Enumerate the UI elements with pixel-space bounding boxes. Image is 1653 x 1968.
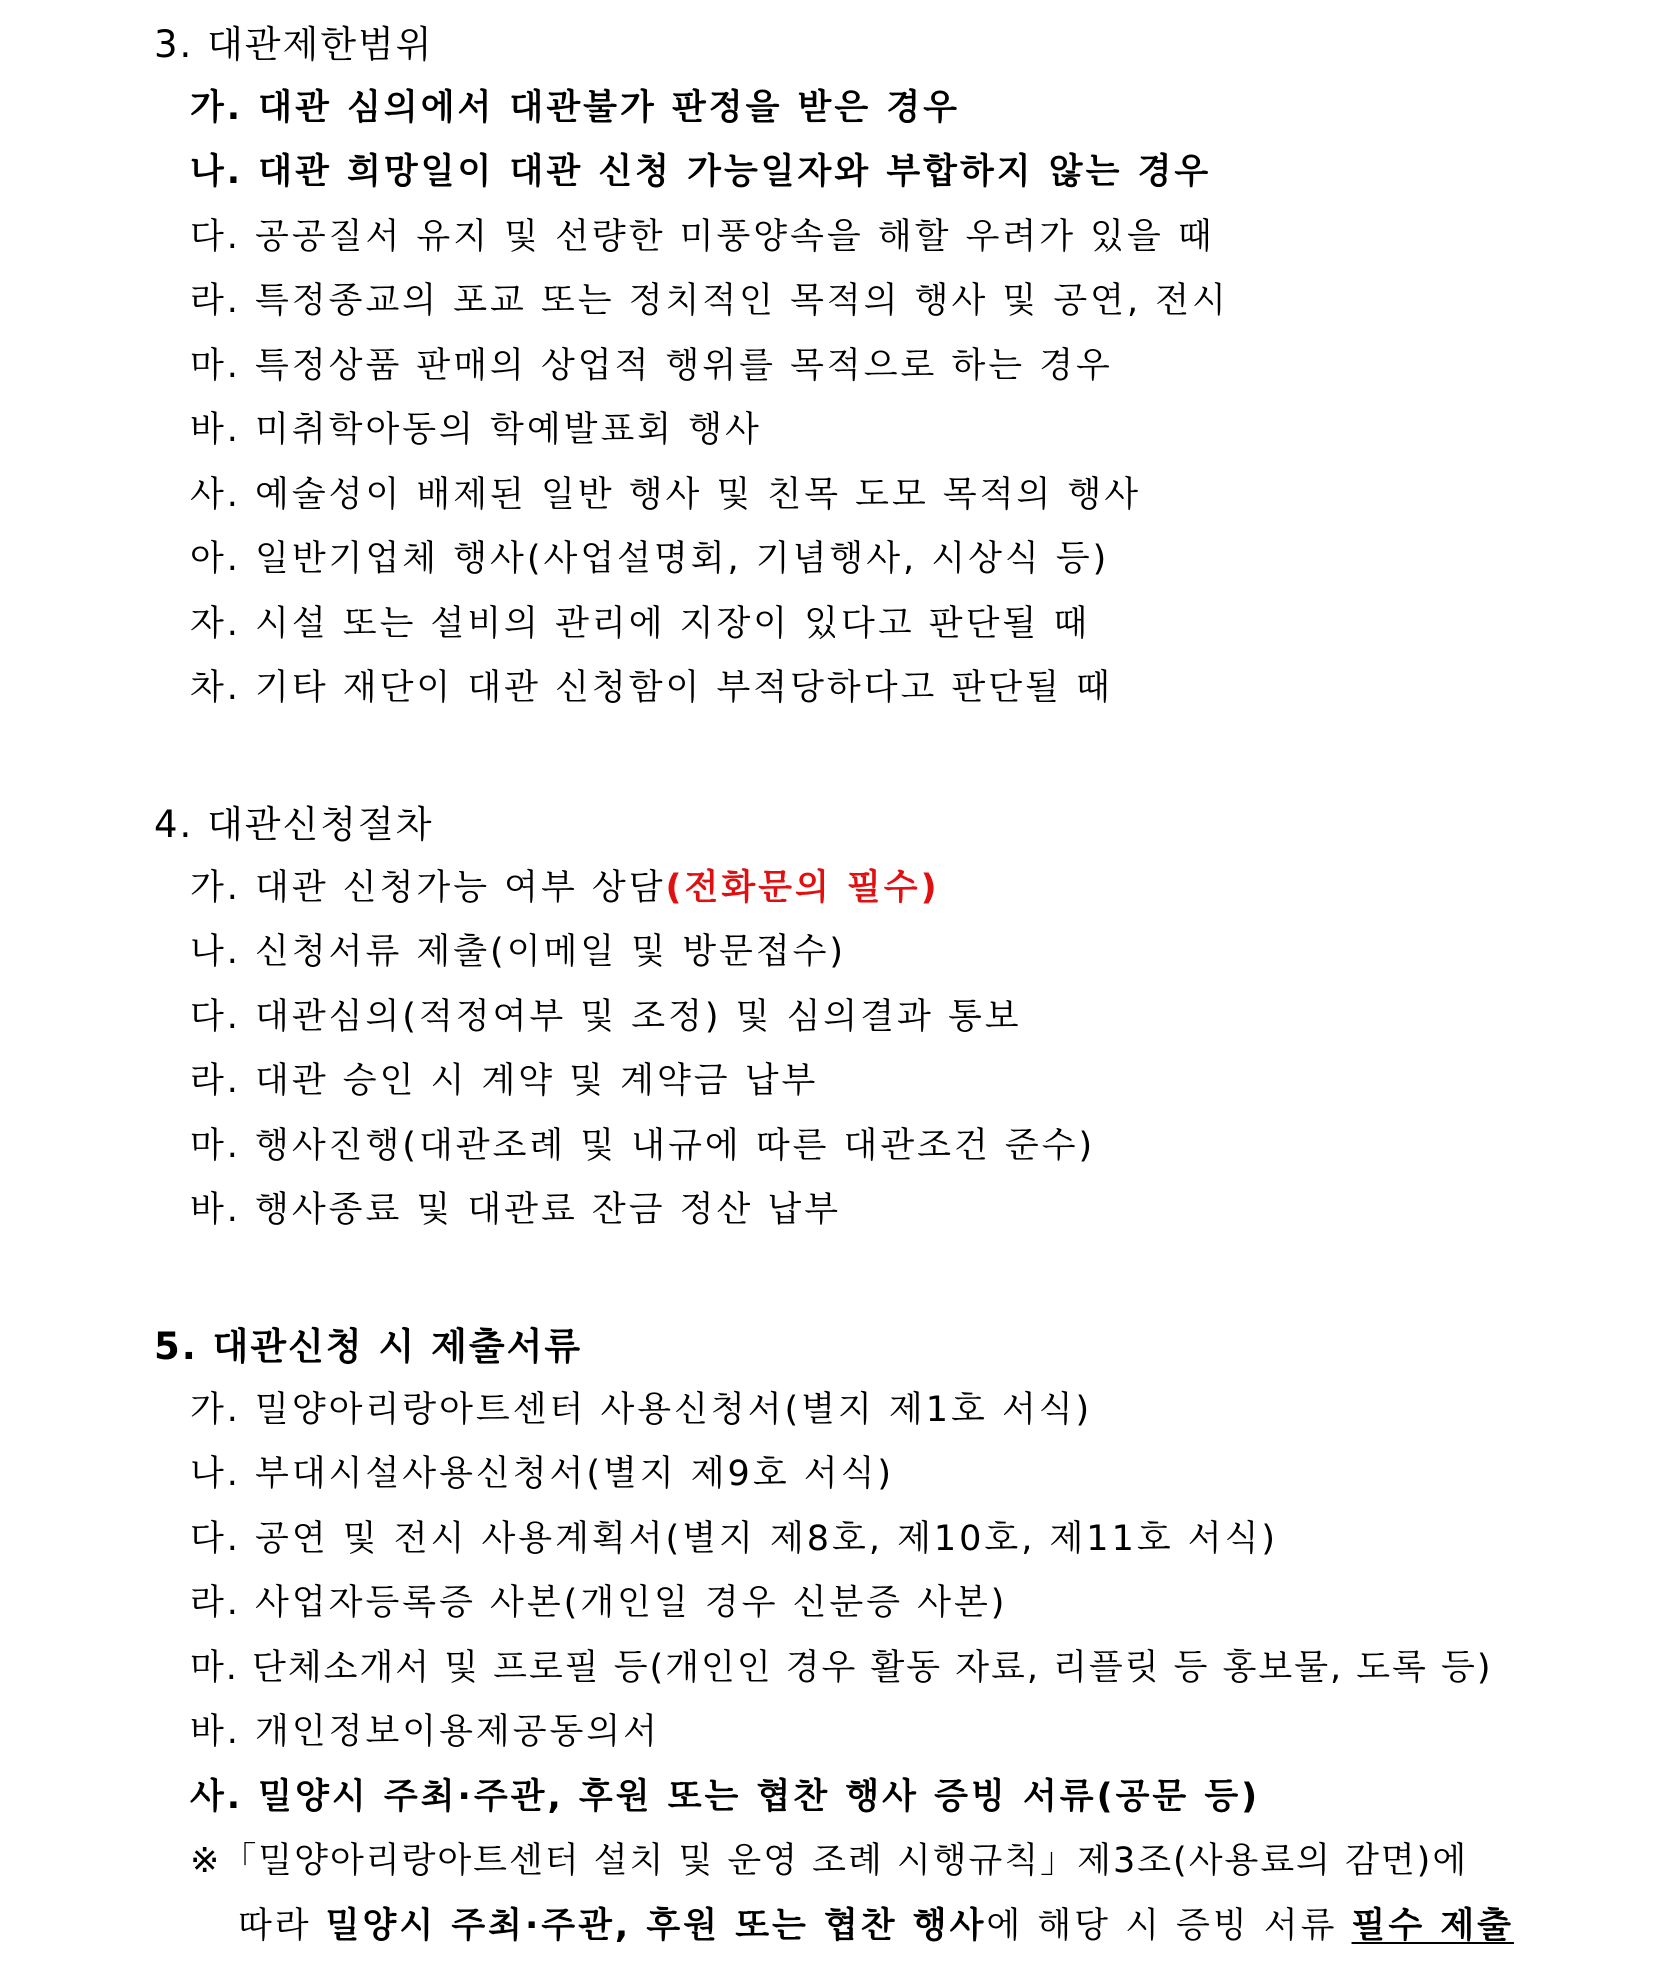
restriction-item: 라. 특정종교의 포교 또는 정치적인 목적의 행사 및 공연, 전시 [190, 281, 1229, 321]
document-item: 라. 사업자등록증 사본(개인일 경우 신분증 사본) [190, 1583, 1008, 1623]
phone-required-note: (전화문의 필수) [665, 868, 940, 908]
note-line-1: ※「밀양아리랑아트센터 설치 및 운영 조례 시행규칙」제3조(사용료의 감면)에 [190, 1841, 1469, 1881]
section-5-title: 5. 대관신청 시 제출서류 [154, 1325, 583, 1368]
restriction-item: 바. 미취학아동의 학예발표회 행사 [190, 410, 762, 450]
restriction-item: 마. 특정상품 판매의 상업적 행위를 목적으로 하는 경우 [190, 346, 1113, 386]
restriction-item: 나. 대관 희망일이 대관 신청 가능일자와 부합하지 않는 경우 [190, 152, 1212, 192]
section-3-title: 3. 대관제한범위 [154, 23, 434, 66]
procedure-item: 다. 대관심의(적정여부 및 조정) 및 심의결과 통보 [190, 997, 1022, 1037]
document-item: 다. 공연 및 전시 사용계획서(별지 제8호, 제10호, 제11호 서식) [190, 1519, 1279, 1559]
restriction-item: 아. 일반기업체 행사(사업설명회, 기념행사, 시상식 등) [190, 539, 1110, 579]
restriction-item: 다. 공공질서 유지 및 선량한 미풍양속을 해할 우려가 있을 때 [190, 217, 1215, 257]
document-item: 나. 부대시설사용신청서(별지 제9호 서식) [190, 1454, 895, 1494]
note-line-2 [238, 1906, 1514, 1946]
document-item: 마. 단체소개서 및 프로필 등(개인인 경우 활동 자료, 리플릿 등 홍보물, 도록 등) [190, 1648, 1493, 1688]
required-submit-emphasis: 필수 제출 [1351, 1906, 1514, 1946]
note-emphasis: 밀양시 주최·주관, 후원 또는 협찬 행사 [325, 1906, 987, 1946]
document-item: 가. 밀양아리랑아트센터 사용신청서(별지 제1호 서식) [190, 1390, 1093, 1430]
procedure-item: 마. 행사진행(대관조례 및 내규에 따른 대관조건 준수) [190, 1126, 1096, 1166]
note-text: 따라 [238, 1906, 326, 1946]
document-item: 바. 개인정보이용제공동의서 [190, 1712, 660, 1752]
restriction-item: 사. 예술성이 배제된 일반 행사 및 친목 도모 목적의 행사 [190, 475, 1142, 515]
procedure-item: 바. 행사종료 및 대관료 잔금 정산 납부 [190, 1190, 842, 1230]
restriction-item: 자. 시설 또는 설비의 관리에 지장이 있다고 판단될 때 [190, 604, 1091, 644]
procedure-item [190, 868, 940, 908]
document-item-bold: 사. 밀양시 주최·주관, 후원 또는 협찬 행사 증빙 서류(공문 등) [190, 1777, 1261, 1817]
note-text: 에 해당 시 증빙 서류 [986, 1906, 1352, 1946]
procedure-item: 라. 대관 승인 시 계약 및 계약금 납부 [190, 1061, 819, 1101]
restriction-item: 가. 대관 심의에서 대관불가 판정을 받은 경우 [190, 88, 960, 128]
restriction-item: 차. 기타 재단이 대관 신청함이 부적당하다고 판단될 때 [190, 668, 1113, 708]
section-4-title: 4. 대관신청절차 [154, 803, 434, 846]
procedure-item-text: 가. 대관 신청가능 여부 상담 [190, 868, 666, 908]
procedure-item: 나. 신청서류 제출(이메일 및 방문접수) [190, 932, 847, 972]
